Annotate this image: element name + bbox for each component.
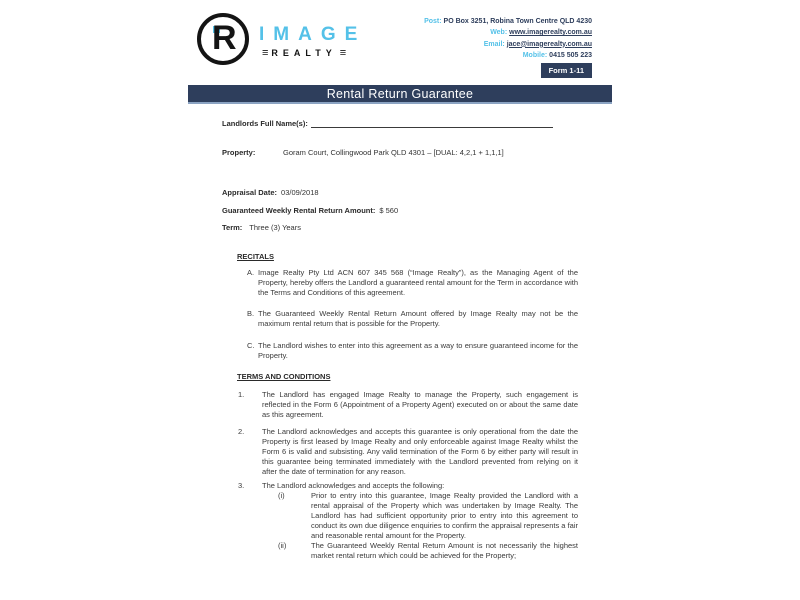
contact-post-label: Post: xyxy=(424,18,442,25)
terms-item-1 xyxy=(222,390,578,420)
landlords-name-label: Landlords Full Name(s): xyxy=(222,119,308,128)
landlords-name-blank-line xyxy=(311,119,553,128)
logo-wordmark-image: IMAGE xyxy=(259,24,367,45)
recitals-section xyxy=(222,252,578,361)
terms-heading: TERMS AND CONDITIONS xyxy=(237,372,331,381)
terms-sub-text: Prior to entry into this guarantee, Image Realty provided the Landlord with a rental appraisal of the Property which was undertaken by Image Realty. The Landlord has had sufficient opportunity prior to entry into this agreement to conduct its own due diligence enquiries to confirm the appraisal represents a fair and reasonable rental amount for the Property. xyxy=(311,491,578,540)
property-label: Property: xyxy=(222,148,256,157)
recital-marker: B. xyxy=(247,309,255,318)
contact-email-label: Email: xyxy=(483,40,505,48)
property-value: Goram Court, Collingwood Park QLD 4301 – [DUAL: 4,2,1 + 1,1,1] xyxy=(283,148,504,157)
company-logo xyxy=(197,13,249,65)
document-title: Rental Return Guarantee xyxy=(326,87,474,101)
terms-item-3 xyxy=(222,481,578,561)
contact-web xyxy=(424,27,592,38)
recital-marker: C. xyxy=(247,341,255,350)
terms-sub-marker: (ii) xyxy=(278,541,287,550)
term-row xyxy=(222,223,301,232)
document-title-bar xyxy=(188,85,612,104)
contact-info xyxy=(424,16,592,61)
contact-mobile xyxy=(424,50,592,61)
recital-item-c xyxy=(222,341,578,361)
contact-mobile-label: Mobile: xyxy=(522,51,548,59)
email-link[interactable]: jace@imagerealty.com.au xyxy=(506,40,592,48)
recital-text: Image Realty Pty Ltd ACN 607 345 568 (“Image Realty”), as the Managing Agent of the Property, hereby offers the Landlord a guaranteed rental amount for the Term in accordance with the Terms and Conditions of this agreement. xyxy=(258,268,578,297)
recital-item-a xyxy=(222,268,578,298)
recital-text: The Guaranteed Weekly Rental Return Amount offered by Image Realty may not be the maximum rental return that is possible for the Property. xyxy=(258,309,578,328)
property-row xyxy=(222,148,578,157)
terms-text xyxy=(262,481,578,561)
logo-r-monogram: R xyxy=(212,19,235,57)
contact-post-value: PO Box 3251, Robina Town Centre QLD 4230 xyxy=(443,18,592,25)
term-value: Three (3) Years xyxy=(249,223,301,232)
terms-subitem-i xyxy=(262,491,578,541)
terms-text: The Landlord acknowledges and accepts this guarantee is only operational from the date the Property is first leased by Image Realty and only enforceable against Image Realty whilst the Form 6 is valid and subsisting. Any valid termination of the Form 6 by either party will result in this guarantee being terminated immediately with the Landlord prevented from relying on it after the date of termination for any reason. xyxy=(262,427,578,476)
realty-rule-left-icon: ≡ xyxy=(262,47,269,59)
contact-post xyxy=(424,16,592,27)
terms-marker: 2. xyxy=(238,427,245,436)
terms-marker: 1. xyxy=(238,390,245,399)
recital-text: The Landlord wishes to enter into this agreement as a way to ensure guaranteed income for the Property. xyxy=(258,341,578,360)
appraisal-date-value: 03/09/2018 xyxy=(281,188,319,197)
terms-text: The Landlord has engaged Image Realty to manage the Property, such engagement is reflected in the Form 6 (Appointment of a Property Agent) executed on or about the same date as this agreement. xyxy=(262,390,578,419)
guaranteed-amount-row xyxy=(222,206,398,215)
terms-item-2 xyxy=(222,427,578,477)
recital-item-b xyxy=(222,309,578,329)
term-label: Term: xyxy=(222,223,243,232)
terms-marker: 3. xyxy=(238,481,245,490)
landlords-name-row xyxy=(222,119,553,128)
terms-sub-text: The Guaranteed Weekly Rental Return Amount is not necessarily the highest market rental return which could be achieved for the Property; xyxy=(311,541,578,560)
guaranteed-amount-value: $ 560 xyxy=(379,206,399,215)
terms-sub-marker: (i) xyxy=(278,491,285,500)
guaranteed-amount-label: Guaranteed Weekly Rental Return Amount: xyxy=(222,206,376,215)
contact-email xyxy=(424,39,592,50)
logo-wordmark-realty: REALTY xyxy=(271,48,337,58)
contact-mobile-value: 0415 505 223 xyxy=(549,51,592,59)
web-link[interactable]: www.imagerealty.com.au xyxy=(509,29,592,37)
appraisal-date-row xyxy=(222,188,319,197)
realty-rule-right-icon: ≡ xyxy=(339,47,347,59)
form-number-badge: Form 1-11 xyxy=(541,63,592,78)
terms-subitem-ii xyxy=(262,541,578,561)
recital-marker: A. xyxy=(247,268,255,277)
recitals-heading: RECITALS xyxy=(237,252,274,261)
contact-web-label: Web: xyxy=(490,29,508,37)
terms-item-3-lead: The Landlord acknowledges and accepts the following: xyxy=(262,481,445,490)
terms-section xyxy=(222,372,578,561)
appraisal-date-label: Appraisal Date: xyxy=(222,188,278,197)
logo-wordmark-realty-row xyxy=(262,48,346,58)
